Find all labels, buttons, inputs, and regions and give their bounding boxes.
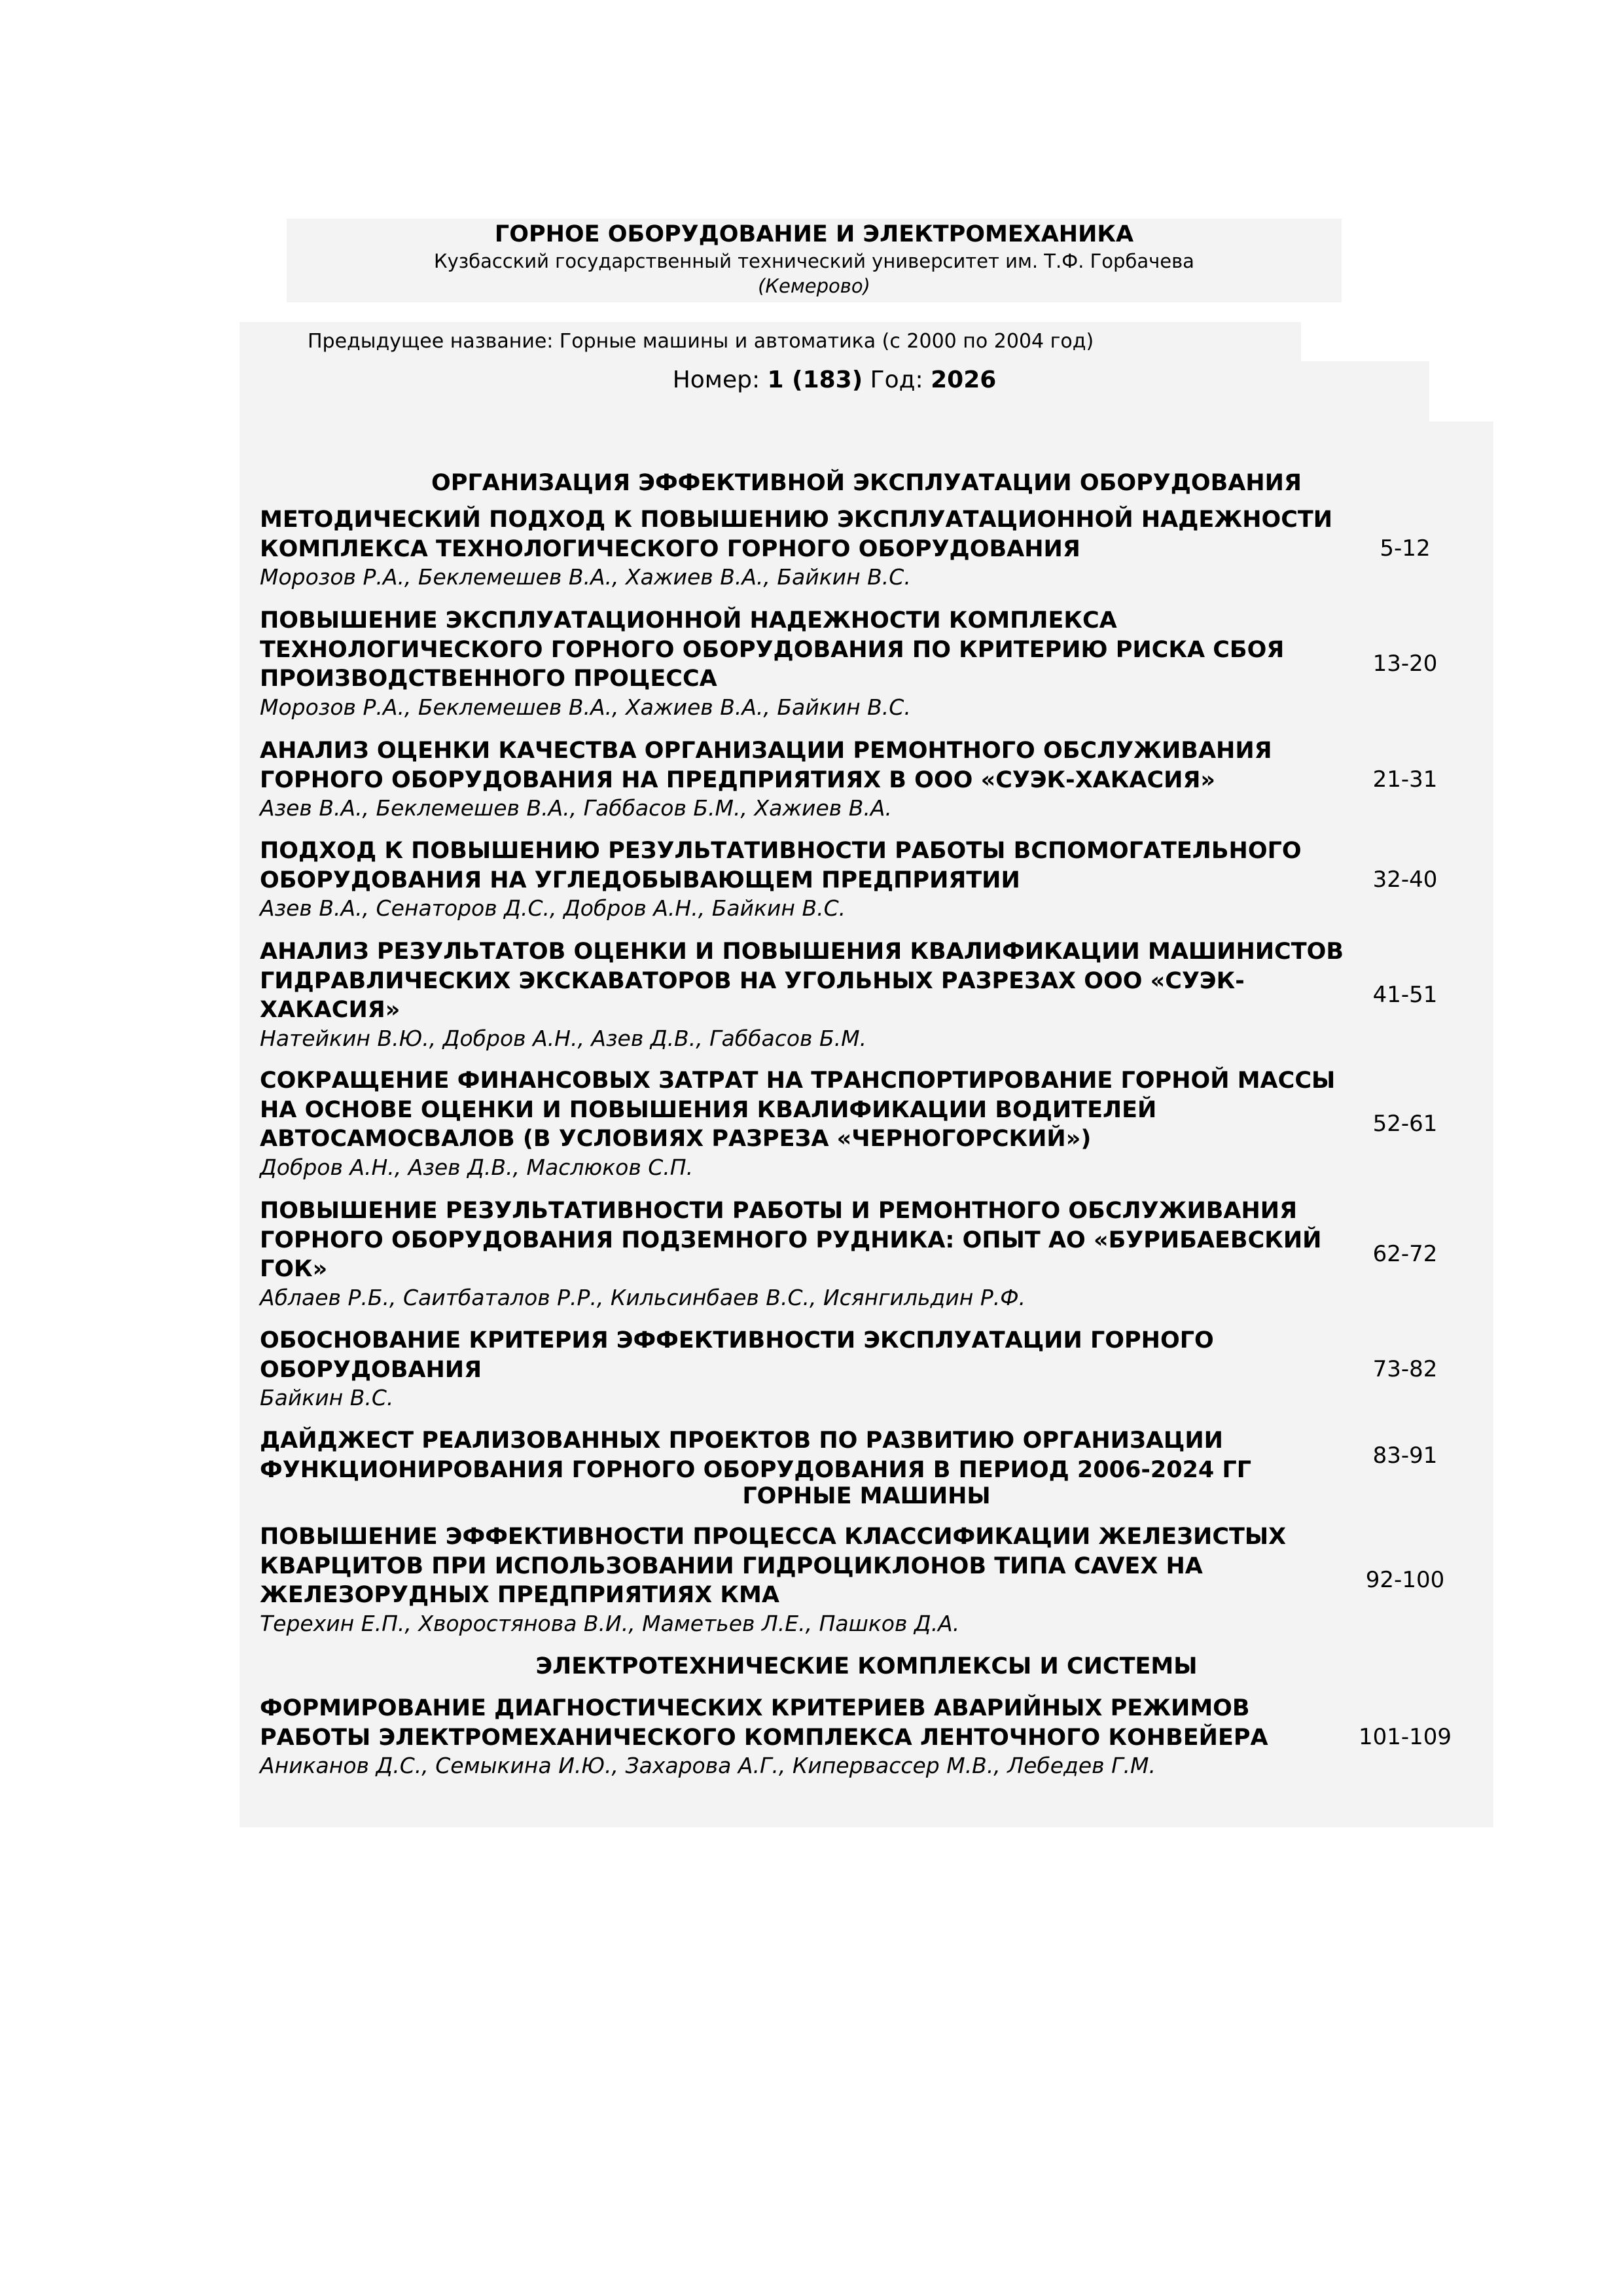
article-entry[interactable]: [260, 1522, 1484, 1638]
article-authors: Байкин В.С.: [260, 1385, 394, 1410]
article-entry[interactable]: [260, 1426, 1484, 1484]
issue-label: Номер:: [672, 367, 760, 393]
article-entry[interactable]: [260, 937, 1484, 1052]
article-pages: 32-40: [1372, 866, 1438, 893]
city: (Кемерово): [758, 275, 870, 297]
section-heading: ГОРНЫЕ МАШИНЫ: [742, 1483, 991, 1509]
article-pages: 92-100: [1365, 1566, 1445, 1593]
article-pages: 52-61: [1372, 1110, 1438, 1137]
article-title[interactable]: ФОРМИРОВАНИЕ ДИАГНОСТИЧЕСКИХ КРИТЕРИЕВ АВАРИЙНЫХ РЕЖИМОВ РАБОТЫ ЭЛЕКТРОМЕХАНИЧЕСКОГО КОМПЛЕКСА ЛЕНТОЧНОГО КОНВЕЙЕРА: [260, 1695, 1268, 1751]
article-authors: Аниканов Д.С., Семыкина И.Ю., Захарова А.Г., Кипервассер М.В., Лебедев Г.М.: [260, 1753, 1156, 1778]
previous-name-bar: [240, 322, 1301, 361]
article-authors: Азев В.А., Беклемешев В.А., Габбасов Б.М., Хажиев В.А.: [260, 795, 892, 821]
article-authors: Натейкин В.Ю., Добров А.Н., Азев Д.В., Габбасов Б.М.: [260, 1025, 867, 1051]
issue-number: 1 (183): [767, 367, 863, 393]
issue-year: 2026: [931, 367, 997, 393]
previous-name: Предыдущее название: Горные машины и автоматика (с 2000 по 2004 год): [308, 330, 1094, 353]
article-title[interactable]: МЕТОДИЧЕСКИЙ ПОДХОД К ПОВЫШЕНИЮ ЭКСПЛУАТАЦИОННОЙ НАДЕЖНОСТИ КОМПЛЕКСА ТЕХНОЛОГИЧЕСКОГО ГОРНОГО ОБОРУДОВАНИЯ: [260, 507, 1333, 562]
article-pages: 5-12: [1380, 535, 1431, 562]
journal-header: [287, 219, 1342, 302]
article-title[interactable]: ПОВЫШЕНИЕ ЭФФЕКТИВНОСТИ ПРОЦЕССА КЛАССИФИКАЦИИ ЖЕЛЕЗИСТЫХ КВАРЦИТОВ ПРИ ИСПОЛЬЗОВАНИИ ГИДРОЦИКЛОНОВ ТИПА CAVEX НА ЖЕЛЕЗОРУДНЫХ ПРЕДПРИЯТИЯХ КМА: [260, 1524, 1287, 1608]
article-pages: 83-91: [1372, 1442, 1438, 1469]
article-entry[interactable]: [260, 1326, 1484, 1412]
article-entry[interactable]: [260, 1196, 1484, 1312]
article-pages: 13-20: [1372, 650, 1438, 677]
article-title[interactable]: СОКРАЩЕНИЕ ФИНАНСОВЫХ ЗАТРАТ НА ТРАНСПОРТИРОВАНИЕ ГОРНОЙ МАССЫ НА ОСНОВЕ ОЦЕНКИ И ПОВЫШЕНИЯ КВАЛИФИКАЦИИ ВОДИТЕЛЕЙ АВТОСАМОСВАЛОВ (В УСЛОВИЯХ РАЗРЕЗА «ЧЕРНОГОРСКИЙ»): [260, 1067, 1336, 1152]
issue-line: [240, 365, 1429, 395]
article-authors: Терехин Е.П., Хворостянова В.И., Маметьев Л.Е., Пашков Д.А.: [260, 1610, 960, 1636]
article-authors: Аблаев Р.Б., Саитбаталов Р.Р., Кильсинбаев В.С., Исянгильдин Р.Ф.: [260, 1284, 1026, 1310]
table-of-contents: [240, 422, 1493, 1827]
section-heading: ЭЛЕКТРОТЕХНИЧЕСКИЕ КОМПЛЕКСЫ И СИСТЕМЫ: [535, 1653, 1198, 1679]
article-title[interactable]: ДАЙДЖЕСТ РЕАЛИЗОВАННЫХ ПРОЕКТОВ ПО РАЗВИТИЮ ОРГАНИЗАЦИИ ФУНКЦИОНИРОВАНИЯ ГОРНОГО ОБОРУДОВАНИЯ В ПЕРИОД 2006-2024 ГГ: [260, 1427, 1252, 1483]
article-authors: Морозов Р.А., Беклемешев В.А., Хажиев В.А., Байкин В.С.: [260, 564, 911, 590]
article-authors: Морозов Р.А., Беклемешев В.А., Хажиев В.А., Байкин В.С.: [260, 694, 911, 720]
article-title[interactable]: ПОВЫШЕНИЕ РЕЗУЛЬТАТИВНОСТИ РАБОТЫ И РЕМОНТНОГО ОБСЛУЖИВАНИЯ ГОРНОГО ОБОРУДОВАНИЯ ПОДЗЕМНОГО РУДНИКА: ОПЫТ АО «БУРИБАЕВСКИЙ ГОК»: [260, 1198, 1322, 1282]
article-pages: 41-51: [1372, 981, 1438, 1008]
section-heading: ОРГАНИЗАЦИЯ ЭФФЕКТИВНОЙ ЭКСПЛУАТАЦИИ ОБОРУДОВАНИЯ: [431, 470, 1302, 496]
article-pages: 73-82: [1372, 1355, 1438, 1382]
journal-title: ГОРНОЕ ОБОРУДОВАНИЕ И ЭЛЕКТРОМЕХАНИКА: [494, 221, 1134, 247]
article-pages: 62-72: [1372, 1240, 1438, 1267]
article-entry[interactable]: [260, 505, 1484, 591]
article-title[interactable]: ОБОСНОВАНИЕ КРИТЕРИЯ ЭФФЕКТИВНОСТИ ЭКСПЛУАТАЦИИ ГОРНОГО ОБОРУДОВАНИЯ: [260, 1327, 1214, 1383]
article-entry[interactable]: [260, 1066, 1484, 1181]
article-entry[interactable]: [260, 1694, 1484, 1780]
article-authors: Азев В.А., Сенаторов Д.С., Добров А.Н., Байкин В.С.: [260, 895, 846, 921]
article-title[interactable]: АНАЛИЗ ОЦЕНКИ КАЧЕСТВА ОРГАНИЗАЦИИ РЕМОНТНОГО ОБСЛУЖИВАНИЯ ГОРНОГО ОБОРУДОВАНИЯ НА ПРЕДПРИЯТИЯХ В ООО «СУЭК-ХАКАСИЯ»: [260, 738, 1272, 793]
article-title[interactable]: АНАЛИЗ РЕЗУЛЬТАТОВ ОЦЕНКИ И ПОВЫШЕНИЯ КВАЛИФИКАЦИИ МАШИНИСТОВ ГИДРАВЛИЧЕСКИХ ЭКСКАВАТОРОВ НА УГОЛЬНЫХ РАЗРЕЗАХ ООО «СУЭК-ХАКАСИЯ»: [260, 939, 1344, 1023]
university-name: Кузбасский государственный технический университет им. Т.Ф. Горбачева: [434, 250, 1194, 272]
article-entry[interactable]: [260, 736, 1484, 822]
article-title[interactable]: ПОВЫШЕНИЕ ЭКСПЛУАТАЦИОННОЙ НАДЕЖНОСТИ КОМПЛЕКСА ТЕХНОЛОГИЧЕСКОГО ГОРНОГО ОБОРУДОВАНИЯ ПО КРИТЕРИЮ РИСКА СБОЯ ПРОИЗВОДСТВЕННОГО ПРОЦЕССА: [260, 607, 1285, 692]
article-pages: 101-109: [1358, 1723, 1452, 1750]
article-entry[interactable]: [260, 836, 1484, 922]
issue-bar: [240, 361, 1429, 422]
article-pages: 21-31: [1372, 766, 1438, 793]
article-entry[interactable]: [260, 606, 1484, 721]
year-label: Год:: [870, 367, 923, 393]
article-title[interactable]: ПОДХОД К ПОВЫШЕНИЮ РЕЗУЛЬТАТИВНОСТИ РАБОТЫ ВСПОМОГАТЕЛЬНОГО ОБОРУДОВАНИЯ НА УГЛЕДОБЫВАЮЩЕМ ПРЕДПРИЯТИИ: [260, 838, 1302, 893]
article-authors: Добров А.Н., Азев Д.В., Маслюков С.П.: [260, 1154, 694, 1180]
